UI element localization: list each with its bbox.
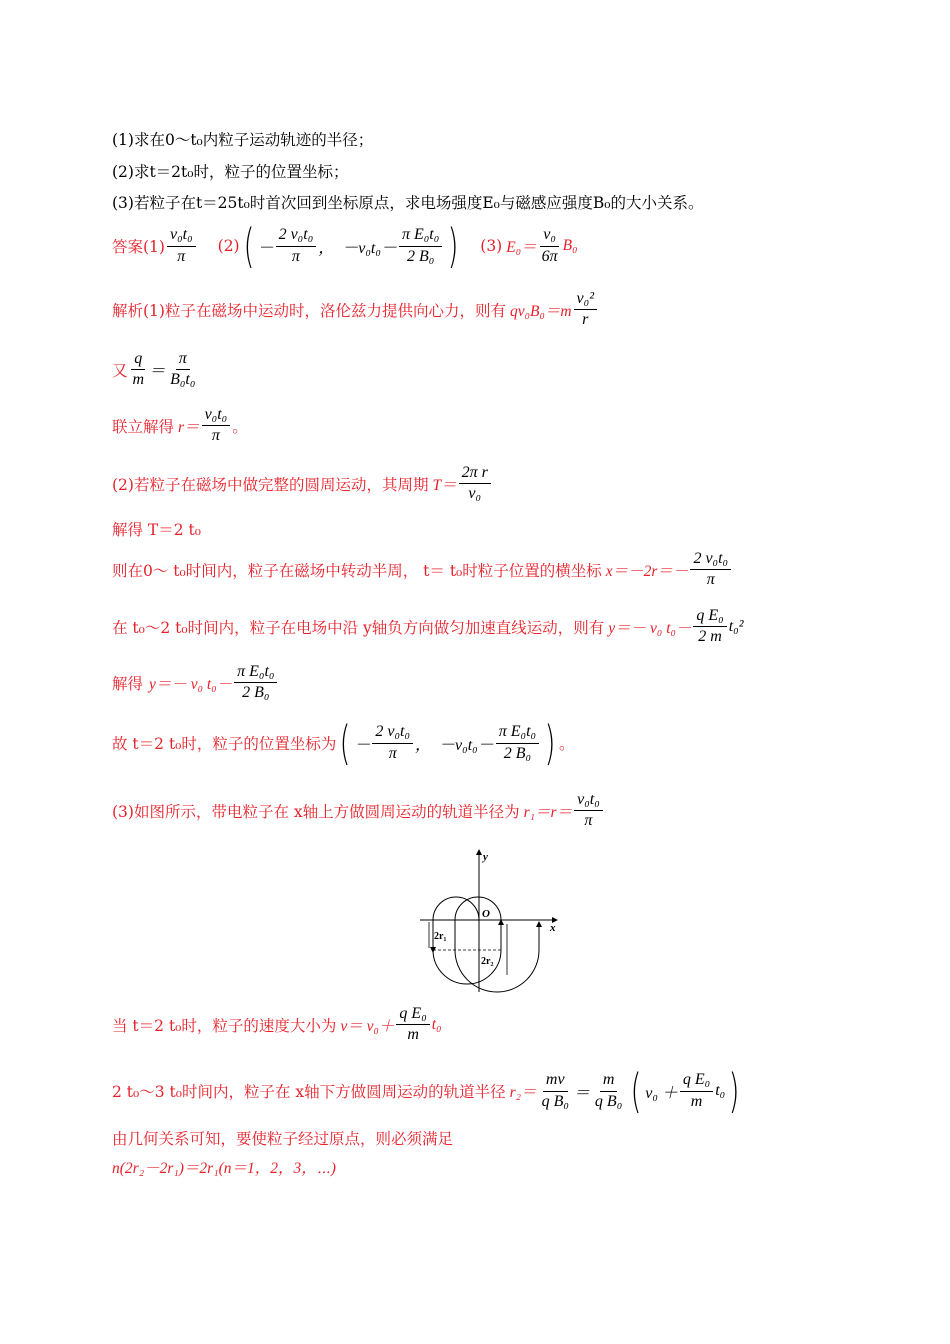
fraction-q-m <box>130 350 148 390</box>
text: (2)若粒子在磁场中做完整的圆周运动，其周期 <box>112 475 429 494</box>
label-2r2: 2r₂ <box>481 956 494 967</box>
analysis-5: 解得 T＝2 t₀ <box>112 521 201 539</box>
text: 又 <box>112 361 128 380</box>
arc-lower-right <box>455 950 539 992</box>
fraction-2v0t0-pi <box>690 550 731 590</box>
analysis-9 <box>112 716 575 770</box>
analysis-13: 由几何关系可知，要使粒子经过原点，则必须满足 <box>112 1130 454 1148</box>
text: 解得 <box>112 674 144 693</box>
denominator: 2 B₀ <box>242 684 270 702</box>
numerator: v₀t₀ <box>167 226 196 246</box>
t0: t₀ <box>715 1082 726 1099</box>
numerator: 2 v₀t₀ <box>690 550 731 570</box>
denominator: π <box>584 812 593 830</box>
analysis-4 <box>112 464 493 504</box>
text: 2 t₀～3 t₀时间内，粒子在 x轴下方做圆周运动的轨道半径 <box>112 1083 506 1101</box>
y-term: －v₀t₀－ <box>439 736 494 754</box>
text: y＝－ v₀ t₀－ <box>149 675 233 693</box>
text: 当 t＝2 t₀时，粒子的速度大小为 <box>112 1016 337 1035</box>
fraction-qe0-2m <box>693 607 726 647</box>
text: x＝－2r＝－ <box>605 562 689 580</box>
text: r＝ <box>178 418 200 436</box>
fraction-pie0t0-2b0 <box>234 663 277 703</box>
label-2r1: 2r₁ <box>434 931 447 942</box>
analysis-2: 又 $\frac{q}{m}$ ＝ $\frac{\pi}{\text{B₀t₀}}$ <box>112 350 200 390</box>
answer-line <box>112 219 578 273</box>
text: 。 <box>559 735 575 753</box>
paren-close: ) <box>447 219 459 273</box>
text: y＝－ v₀ t₀－ <box>608 619 692 637</box>
analysis-3 <box>112 406 248 446</box>
fraction-v0sq-r <box>574 290 597 330</box>
paren-close: ) <box>728 1064 740 1118</box>
numerator: mv <box>543 1071 568 1091</box>
text: t₀ <box>431 1015 442 1033</box>
denominator: r <box>582 311 589 329</box>
answer2-y-fraction <box>399 226 442 266</box>
denominator: m <box>690 1092 703 1110</box>
analysis-8 <box>112 663 279 703</box>
text: 。 <box>232 417 248 436</box>
text: r₁＝r＝ <box>523 803 573 821</box>
origin-label: O <box>482 908 490 920</box>
fraction-qe0-m <box>680 1071 713 1111</box>
denominator: π <box>177 247 186 265</box>
answer2-x-fraction <box>276 226 317 266</box>
numerator: π E₀t₀ <box>496 723 539 743</box>
minus-sign: － <box>354 736 371 754</box>
minus-sign: － <box>257 239 274 257</box>
v0-plus: v₀ ＋ <box>645 1084 678 1102</box>
text: 则在0～ t₀时间内，粒子在磁场中转动半周， t＝ t₀时粒子位置的横坐标 <box>112 561 602 580</box>
answer1-fraction <box>167 226 196 266</box>
trajectory-figure <box>420 847 570 997</box>
numerator: 2 v₀t₀ <box>276 226 317 246</box>
analysis-7 <box>112 607 744 647</box>
numerator: m <box>600 1071 618 1091</box>
denominator: π <box>211 427 220 445</box>
numerator: v₀t₀ <box>202 406 231 426</box>
y-axis-label: y <box>483 851 488 863</box>
text: 联立解得 <box>112 417 175 436</box>
numerator: q E₀ <box>396 1005 429 1025</box>
answer-part3-label: (3) <box>480 237 503 255</box>
e0-label: E₀＝ <box>506 239 537 256</box>
analysis-11 <box>112 1005 441 1045</box>
numerator: v₀t₀ <box>574 791 603 811</box>
paren-open: ( <box>339 716 351 770</box>
numerator: v₀ <box>540 226 559 246</box>
paren-open: ( <box>630 1064 642 1118</box>
fraction-v0t0-pi <box>202 406 231 446</box>
text: 解析(1)粒子在磁场中运动时，洛伦兹力提供向心力，则有 <box>112 301 506 320</box>
numerator: q E₀ <box>693 607 726 627</box>
denominator: m <box>407 1026 419 1044</box>
answer-part2-label: (2) <box>217 237 240 255</box>
numerator: q E₀ <box>680 1071 713 1091</box>
numerator: π E₀t₀ <box>234 663 277 683</box>
numerator: v₀² <box>574 290 597 310</box>
denominator: 2 m <box>698 628 722 646</box>
numerator: π <box>176 350 190 370</box>
denominator: 2 B₀ <box>406 247 435 265</box>
question-3: (3)若粒子在t＝25t₀时首次回到坐标原点，求电场强度E₀与磁感应强度B₀的大小关系。 <box>112 194 704 212</box>
comma: ， <box>318 239 335 257</box>
comma: ， <box>415 736 432 754</box>
answer3-fraction <box>539 226 561 266</box>
numerator: 2 v₀t₀ <box>372 723 413 743</box>
fraction-2v0t0-pi <box>372 723 413 763</box>
paren-open: ( <box>243 219 254 273</box>
analysis-6 <box>112 550 733 590</box>
text: qv₀B₀＝m <box>509 302 572 320</box>
denominator: 2 B₀ <box>503 744 532 762</box>
arc-upper-right <box>455 897 501 920</box>
denominator: q B₀ <box>594 1092 623 1110</box>
denominator: π <box>706 571 715 589</box>
b0-label: B₀ <box>562 237 578 254</box>
fraction-pie0t0-2b0 <box>496 723 539 763</box>
answer-label: 答案(1) <box>112 238 165 256</box>
text: 在 t₀～2 t₀时间内，粒子在电场中沿 y轴负方向做匀加速直线运动，则有 <box>112 618 605 637</box>
denominator: π <box>388 744 397 762</box>
t0-squared: t₀² <box>728 617 744 635</box>
fraction-mv-qb0 <box>539 1071 572 1111</box>
question-2: (2)求t＝2t₀时，粒子的位置坐标； <box>112 163 349 181</box>
text: r₂＝ <box>509 1084 537 1101</box>
text: T＝ <box>432 476 457 494</box>
fraction-pi-b0t0 <box>167 350 198 390</box>
denominator: m <box>132 371 145 389</box>
text: (3)如图所示，带电粒子在 x轴上方做圆周运动的轨道半径为 <box>112 802 520 821</box>
denominator: v₀ <box>468 485 482 503</box>
denominator: π <box>291 247 300 265</box>
analysis-10 <box>112 791 605 831</box>
denominator: q B₀ <box>541 1092 569 1110</box>
analysis-12: 2 t₀～3 t₀时间内，粒子在 x轴下方做圆周运动的轨道半径 r₂＝ $\frac{mv}{\text{q B₀}}$ ＝ $\frac{m}{\text{q B₀}}$ ( v₀ ＋ $\frac{\text{q E₀}}{m}$ t₀ ) <box>112 1064 740 1118</box>
question-1: (1)求在0～t₀内粒子运动轨迹的半径； <box>112 131 374 149</box>
fraction-v0t0-pi <box>574 791 603 831</box>
arc-upper-left <box>433 897 479 920</box>
denominator: 6π <box>541 247 558 265</box>
x-axis-label: x <box>550 922 556 934</box>
paren-close: ) <box>544 716 556 770</box>
analysis-1 <box>112 290 599 330</box>
text: v＝ v₀＋ <box>340 1017 395 1035</box>
numerator: q <box>131 350 145 370</box>
answer2-y-term: －v₀t₀－ <box>342 239 397 257</box>
denominator: B₀t₀ <box>170 371 196 389</box>
fraction-2pir-v0 <box>459 464 491 504</box>
numerator: 2π r <box>459 464 491 484</box>
analysis-14: n(2r₂－2r₁)＝2r₁(n＝1，2，3，⋯) <box>112 1160 336 1177</box>
numerator: π E₀t₀ <box>399 226 442 246</box>
text: 故 t＝2 t₀时，粒子的位置坐标为 <box>112 735 337 753</box>
fraction-qe0-m <box>396 1005 429 1045</box>
fraction-m-qb0 <box>592 1071 625 1111</box>
